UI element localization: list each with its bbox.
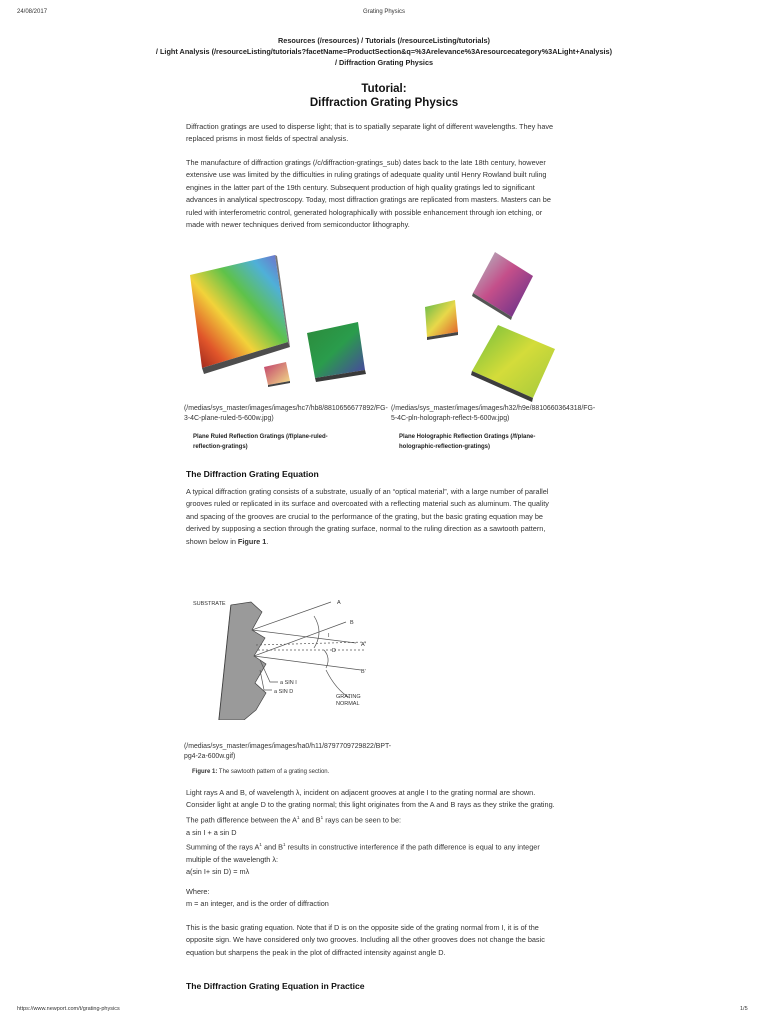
text-line: equation but sharpens the peak in the plot of diffracted intensity against angle D. — [186, 947, 446, 957]
label-angle-d: D — [332, 648, 336, 654]
text-line: Plane Ruled Reflection Gratings (/f/plane-ruled- — [193, 434, 328, 440]
superscript: 1 — [283, 842, 286, 848]
label-ray-b: B — [350, 620, 354, 626]
text-line: 5-4C-pln-holograph-reflect-5-600w.jpg) — [391, 415, 510, 422]
ruled-grating-small — [264, 362, 290, 385]
holographic-grating-top — [473, 252, 533, 317]
label-grating: GRATING — [336, 694, 361, 700]
figure-reference: Figure 1 — [237, 536, 267, 546]
text-span: and B — [299, 815, 321, 825]
print-title: Grating Physics — [362, 9, 405, 15]
right-image-path[interactable] — [391, 404, 651, 424]
superscript: 1 — [297, 814, 300, 820]
text-span: rays can be seen to be: — [323, 815, 402, 825]
equation-grating: a(sin I+ sin D) = mλ — [186, 867, 250, 877]
label-ray-a: A — [337, 600, 341, 606]
print-footer-page: 1/5 — [740, 1006, 748, 1012]
text-line: (/medias/sys_master/images/images/hc7/hb8/8810656677892/FG- — [184, 405, 388, 412]
text-line: engines in the latter part of the 19th century. Subsequent production of high quality gratings led to significant — [186, 182, 535, 192]
text-span: shown below in — [186, 536, 238, 546]
text-span: The sawtooth pattern of a grating section. — [217, 769, 330, 775]
text-line — [186, 839, 606, 854]
where-block — [186, 886, 586, 911]
intro-paragraph-1 — [186, 121, 586, 146]
label-substrate: SUBSTRATE — [193, 601, 226, 607]
text-span: results in constructive interference if the path difference is equal to any integer — [285, 842, 540, 852]
intro-paragraph-2 — [186, 157, 586, 231]
text-line: Consider light at angle D to the grating normal; this light originates from the A and B rays as they strike the grating. — [186, 800, 555, 810]
text-line: holographic-reflection-gratings) — [399, 444, 491, 450]
text-line: and spacing of the grooves are crucial to the performance of the grating, but the basic grating equation may be — [186, 511, 543, 521]
breadcrumb-line-1[interactable]: Resources (/resources) / Tutorials (/resourceListing/tutorials) — [278, 36, 490, 45]
text-line: reflection-gratings) — [193, 444, 248, 450]
ruled-grating-medium — [307, 322, 365, 378]
text-line: derived by supposing a section through the grating surface, normal to the ruling direction as a sawtooth pattern, — [186, 524, 546, 534]
label-normal: NORMAL — [336, 701, 360, 707]
text-line — [186, 536, 586, 548]
label-ray-a1: A' — [361, 642, 366, 648]
sawtooth-figure — [186, 590, 426, 720]
text-line: This is the basic grating equation. Note that if D is on the opposite side of the grating normal from I, it is of the — [186, 923, 539, 932]
figure1-caption — [192, 769, 329, 775]
text-line: (/medias/sys_master/images/images/h32/h9e/8810660364318/FG- — [391, 405, 596, 412]
left-image-caption-link[interactable] — [193, 432, 383, 452]
label-a-sin-d: a SIN D — [274, 689, 294, 695]
text-line: replaced prisms in most fields of spectral analysis. — [186, 134, 349, 144]
text-line: (/medias/sys_master/images/images/ha0/h11/8797709729822/BPT- — [184, 743, 392, 750]
text-span: . — [266, 536, 269, 546]
text-line — [186, 812, 606, 827]
holographic-grating-large — [472, 325, 555, 398]
text-span: and B — [261, 842, 284, 852]
text-line: Where: — [186, 887, 210, 896]
text-line: Light rays A and B, of wavelength λ, incident on adjacent grooves at angle I to the grating normal are shown. — [186, 788, 536, 797]
section-heading-in-practice: The Diffraction Grating Equation in Practice — [186, 981, 365, 991]
text-line: 3-4C-plane-ruled-5-600w.jpg) — [184, 415, 274, 422]
breadcrumb-line-2[interactable]: / Light Analysis (/resourceListing/tutorials?facetName=ProductSection&q=%3Arelevance%3Aresourcecategory%3ALight+Analysis) — [155, 47, 613, 56]
label-ray-b1: B' — [361, 669, 366, 675]
print-date: 24/08/2017 — [17, 9, 48, 15]
text-span: The path difference between the A — [186, 815, 298, 825]
section-heading-grating-equation: The Diffraction Grating Equation — [186, 469, 319, 479]
superscript: 1 — [320, 814, 324, 820]
print-footer-url: https://www.newport.com/t/grating-physics — [17, 1006, 120, 1012]
text-line: m = an integer, and is the order of diffraction — [186, 899, 329, 909]
text-line: The manufacture of diffraction gratings (/c/diffraction-gratings_sub) dates back to the late 18th century, however — [186, 158, 546, 167]
text-line: made with newer techniques derived from semiconductor lithography. — [186, 220, 410, 230]
figure-label: Figure 1: — [192, 769, 218, 775]
text-line: opposite sign. We have considered only two grooves. Including all the other grooves does not change the basic — [186, 935, 545, 945]
equation-path-difference: a sin I + a sin D — [186, 827, 237, 837]
breadcrumb-line-3[interactable]: / Diffraction Grating Physics — [334, 58, 434, 67]
page-title-line-2: Diffraction Grating Physics — [309, 97, 459, 109]
section1-paragraph — [186, 486, 586, 548]
text-line: extensive use was limited by the difficulties in ruling gratings of adequate quality until Henry Rowland built ruling — [186, 170, 547, 180]
superscript: 1 — [259, 842, 262, 848]
text-line: advances in analytical spectroscopy. Today, most diffraction gratings are replicated from masters. Masters can be — [186, 195, 551, 205]
text-line: A typical diffraction grating consists of a substrate, usually of an “optical material”, with a large number of parallel — [186, 487, 549, 496]
breadcrumb — [0, 35, 768, 68]
derivation-paragraph — [186, 787, 606, 879]
right-image-caption-link[interactable] — [399, 432, 589, 452]
text-line: multiple of the wavelength λ: — [186, 854, 279, 864]
holographic-grating-small — [425, 300, 458, 337]
page-title — [0, 82, 768, 110]
label-a-sin-i: a SIN I — [280, 680, 297, 686]
text-line: ruled with interferometric control, generated holographically with possible enhancement through ion etching, or — [186, 207, 543, 217]
text-line: grooves ruled or replicated in its surface and overcoated with a reflecting material such as aluminum. The quality — [186, 499, 549, 509]
plane-holographic-grating-image — [415, 245, 565, 405]
text-line: Plane Holographic Reflection Gratings (/f/plane- — [399, 434, 536, 440]
text-line: Diffraction gratings are used to disperse light; that is to spatially separate light of different wavelengths. They have — [186, 122, 554, 131]
page-title-line-1: Tutorial: — [361, 83, 407, 95]
text-line: pg4-2a-600w.gif) — [184, 753, 236, 760]
basic-equation-paragraph — [186, 922, 606, 959]
plane-ruled-grating-image — [180, 250, 390, 400]
text-span: Summing of the rays A — [186, 842, 260, 852]
label-angle-i: I — [328, 633, 330, 639]
figure1-image-path[interactable] — [184, 742, 444, 762]
